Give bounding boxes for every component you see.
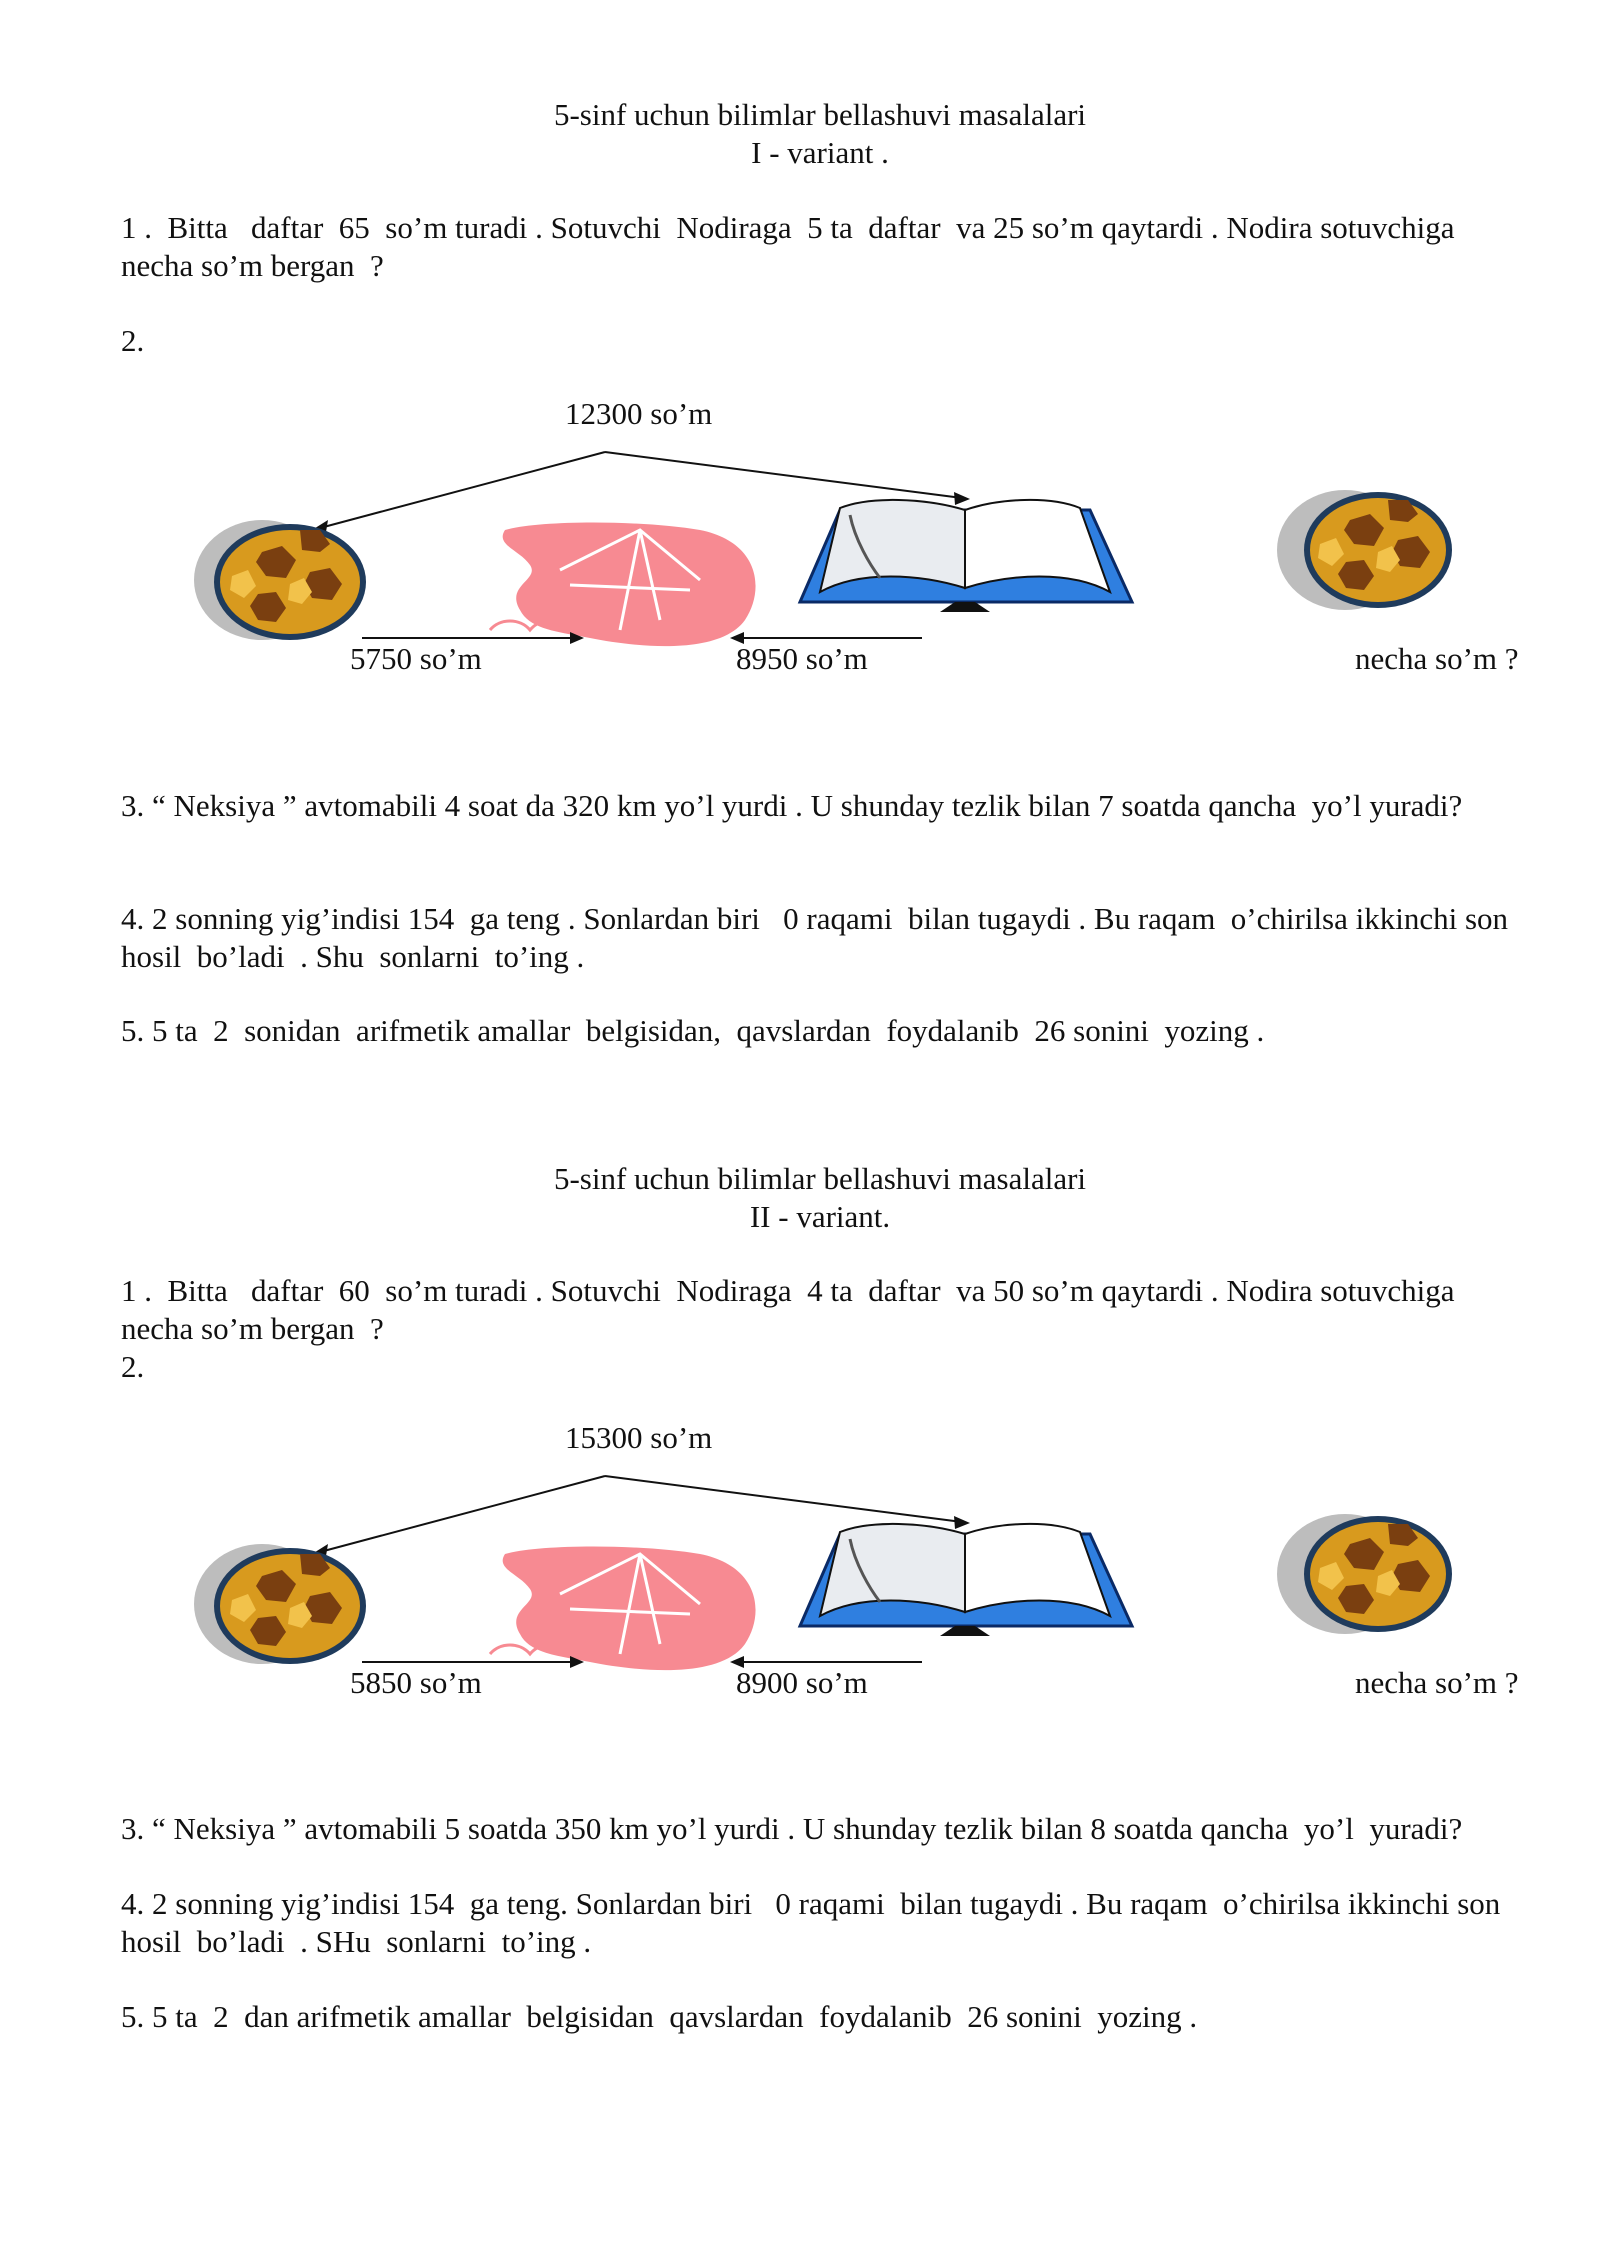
problem-2-number: 2. [121, 323, 145, 358]
problem-3: 3. “ Neksiya ” avtomabili 4 soat da 320 km yo’l yurdi . U shunday tezlik bilan 7 soatda qancha yo’l yuradi? [121, 788, 1463, 823]
diagram-right-label: 8950 so’m [736, 641, 868, 676]
purchase-diagram [0, 380, 1600, 660]
problem-3: 3. “ Neksiya ” avtomabili 5 soatda 350 km yo’l yurdi . U shunday tezlik bilan 8 soatda qancha yo’l yuradi? [121, 1811, 1463, 1846]
umbrella-icon [490, 1547, 756, 1671]
book-icon [800, 1524, 1132, 1636]
umbrella-icon [490, 523, 756, 647]
problem-1: 1 . Bitta daftar 60 so’m turadi . Sotuvchi Nodiraga 4 ta daftar va 50 so’m qaytardi . Nodira sotuvchiga necha so’m bergan ? [121, 1273, 1471, 1346]
problem-2-number: 2. [121, 1349, 145, 1384]
diagram-question-label: necha so’m ? [1355, 641, 1519, 676]
problem-4: 4. 2 sonning yig’indisi 154 ga teng . Sonlardan biri 0 raqami bilan tugaydi . Bu raqam o’chirilsa ikkinchi son hosil bo’ladi . Shu sonlarni to’ing . [121, 901, 1516, 974]
book-icon [800, 500, 1132, 612]
problem-5: 5. 5 ta 2 sonidan arifmetik amallar belgisidan, qavslardan foydalanib 26 sonini yozing . [121, 1013, 1265, 1048]
diagram-left-label: 5850 so’m [350, 1665, 482, 1700]
diagram-question-label: necha so’m ? [1355, 1665, 1519, 1700]
variant-heading: II - variant. [749, 1199, 891, 1234]
diagram-total-label: 15300 so’m [565, 1420, 713, 1455]
worksheet-title: 5-sinf uchun bilimlar bellashuvi masalalari [553, 97, 1087, 132]
problem-5: 5. 5 ta 2 dan arifmetik amallar belgisidan qavslardan foydalanib 26 sonini yozing . [121, 1999, 1198, 2034]
football-icon [194, 1544, 366, 1664]
diagram-right-label: 8900 so’m [736, 1665, 868, 1700]
variant-heading: I - variant . [751, 135, 889, 170]
diagram-total-label: 12300 so’m [565, 396, 713, 431]
football-icon [1277, 1514, 1452, 1634]
problem-1: 1 . Bitta daftar 65 so’m turadi . Sotuvchi Nodiraga 5 ta daftar va 25 so’m qaytardi . Nodira sotuvchiga necha so’m bergan ? [121, 210, 1471, 283]
purchase-diagram [0, 1404, 1600, 1684]
diagram-left-label: 5750 so’m [350, 641, 482, 676]
worksheet-title: 5-sinf uchun bilimlar bellashuvi masalalari [553, 1161, 1087, 1196]
football-icon [1277, 490, 1452, 610]
football-icon [194, 520, 366, 640]
problem-4: 4. 2 sonning yig’indisi 154 ga teng. Sonlardan biri 0 raqami bilan tugaydi . Bu raqam o’chirilsa ikkinchi son hosil bo’ladi . SHu sonlarni to’ing . [121, 1886, 1509, 1959]
